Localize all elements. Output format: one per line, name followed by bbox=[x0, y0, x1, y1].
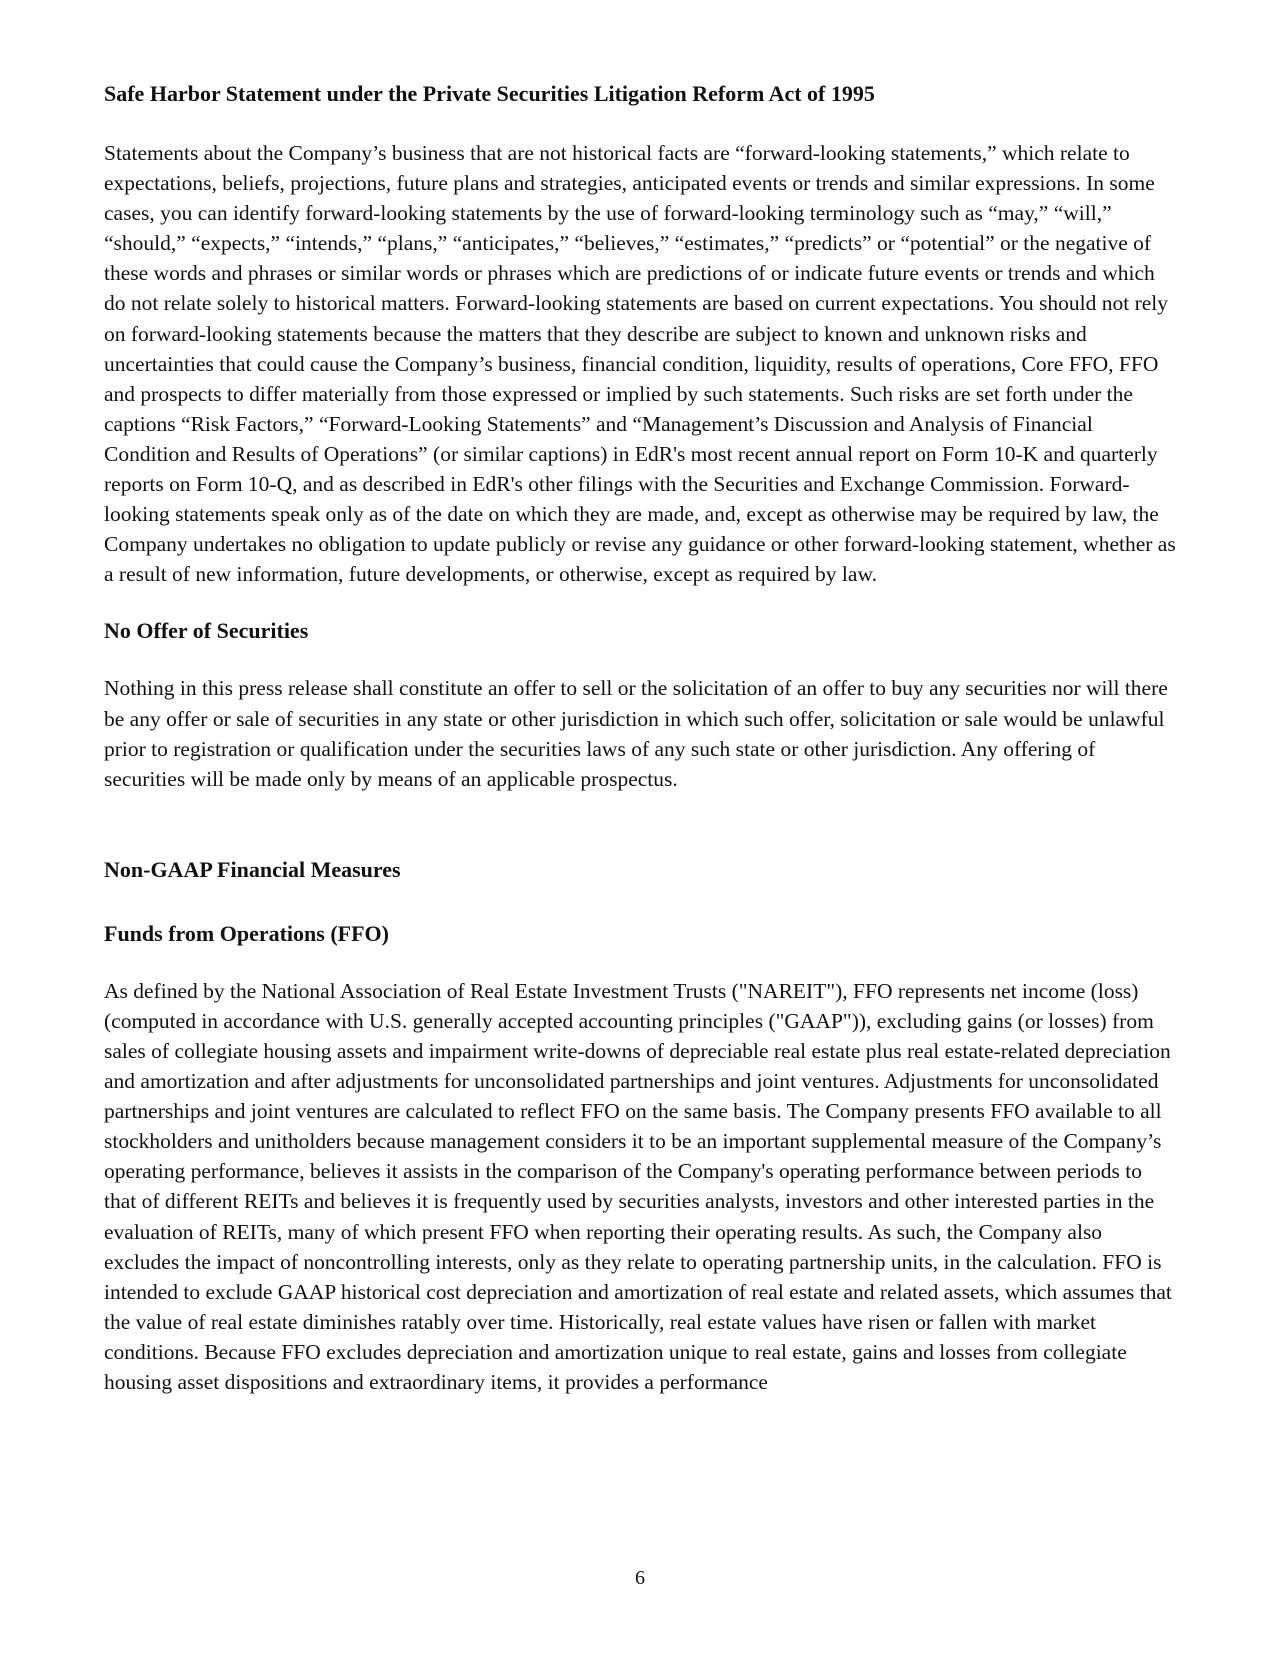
safe-harbor-heading: Safe Harbor Statement under the Private Securities Litigation Reform Act of 1995 bbox=[104, 81, 875, 106]
document-page bbox=[104, 80, 1176, 1397]
no-offer-heading: No Offer of Securities bbox=[104, 618, 309, 644]
non-gaap-heading: Non-GAAP Financial Measures bbox=[104, 856, 401, 882]
ffo-paragraph: As defined by the National Association of Real Estate Investment Trusts ("NAREIT"), FFO represents net income (loss) (computed in accordance with U.S. generally accepted accounting principles ("GAAP")), excluding gains (or losses) from sales of collegiate housing assets and impairment write-downs of depreciable real estate plus real estate-related depreciation and amortization and after adjustments for unconsolidated partnerships and joint ventures. Adjustments for unconsolidated partnerships and joint ventures are calculated to reflect FFO on the same basis. The Company presents FFO available to all stockholders and unitholders because management considers it to be an important supplemental measure of the Company’s operating performance, believes it assists in the comparison of the Company's operating performance between periods to that of different REITs and believes it is frequently used by securities analysts, investors and other interested parties in the evaluation of REITs, many of which present FFO when reporting their operating results. As such, the Company also excludes the impact of noncontrolling interests, only as they relate to operating partnership units, in the calculation. FFO is intended to exclude GAAP historical cost depreciation and amortization of real estate and related assets, which assumes that the value of real estate diminishes ratably over time. Historically, real estate values have risen or fallen with market conditions. Because FFO excludes depreciation and amortization unique to real estate, gains and losses from collegiate housing asset dispositions and extraordinary items, it provides a performance bbox=[104, 978, 1172, 1394]
page-number: 6 bbox=[635, 1567, 645, 1589]
ffo-heading: Funds from Operations (FFO) bbox=[104, 920, 389, 946]
no-offer-paragraph: Nothing in this press release shall constitute an offer to sell or the solicitation of an offer to buy any securities nor will there be any offer or sale of securities in any state or other jurisdiction in which such offer, solicitation or sale would be unlawful prior to registration or qualification under the securities laws of any such state or other jurisdiction. Any offering of securities will be made only by means of an applicable prospectus. bbox=[104, 676, 1168, 791]
safe-harbor-paragraph: Statements about the Company’s business that are not historical facts are “forward-looking statements,” which relate to expectations, beliefs, projections, future plans and strategies, anticipated events or trends and similar expressions. In some cases, you can identify forward-looking statements by the use of forward-looking terminology such as “may,” “will,” “should,” “expects,” “intends,” “plans,” “anticipates,” “believes,” “estimates,” “predicts” or “potential” or the negative of these words and phrases or similar words or phrases which are predictions of or indicate future events or trends and which do not relate solely to historical matters. Forward-looking statements are based on current expectations. You should not rely on forward-looking statements because the matters that they describe are subject to known and unknown risks and uncertainties that could cause the Company’s business, financial condition, liquidity, results of operations, Core FFO, FFO and prospects to differ materially from those expressed or implied by such statements. Such risks are set forth under the captions “Risk Factors,” “Forward-Looking Statements” and “Management’s Discussion and Analysis of Financial Condition and Results of Operations” (or similar captions) in EdR's most recent annual report on Form 10-K and quarterly reports on Form 10-Q, and as described in EdR's other filings with the Securities and Exchange Commission. Forward-looking statements speak only as of the date on which they are made, and, except as otherwise may be required by law, the Company undertakes no obligation to update publicly or revise any guidance or other forward-looking statement, whether as a result of new information, future developments, or otherwise, except as required by law. bbox=[104, 141, 1176, 587]
